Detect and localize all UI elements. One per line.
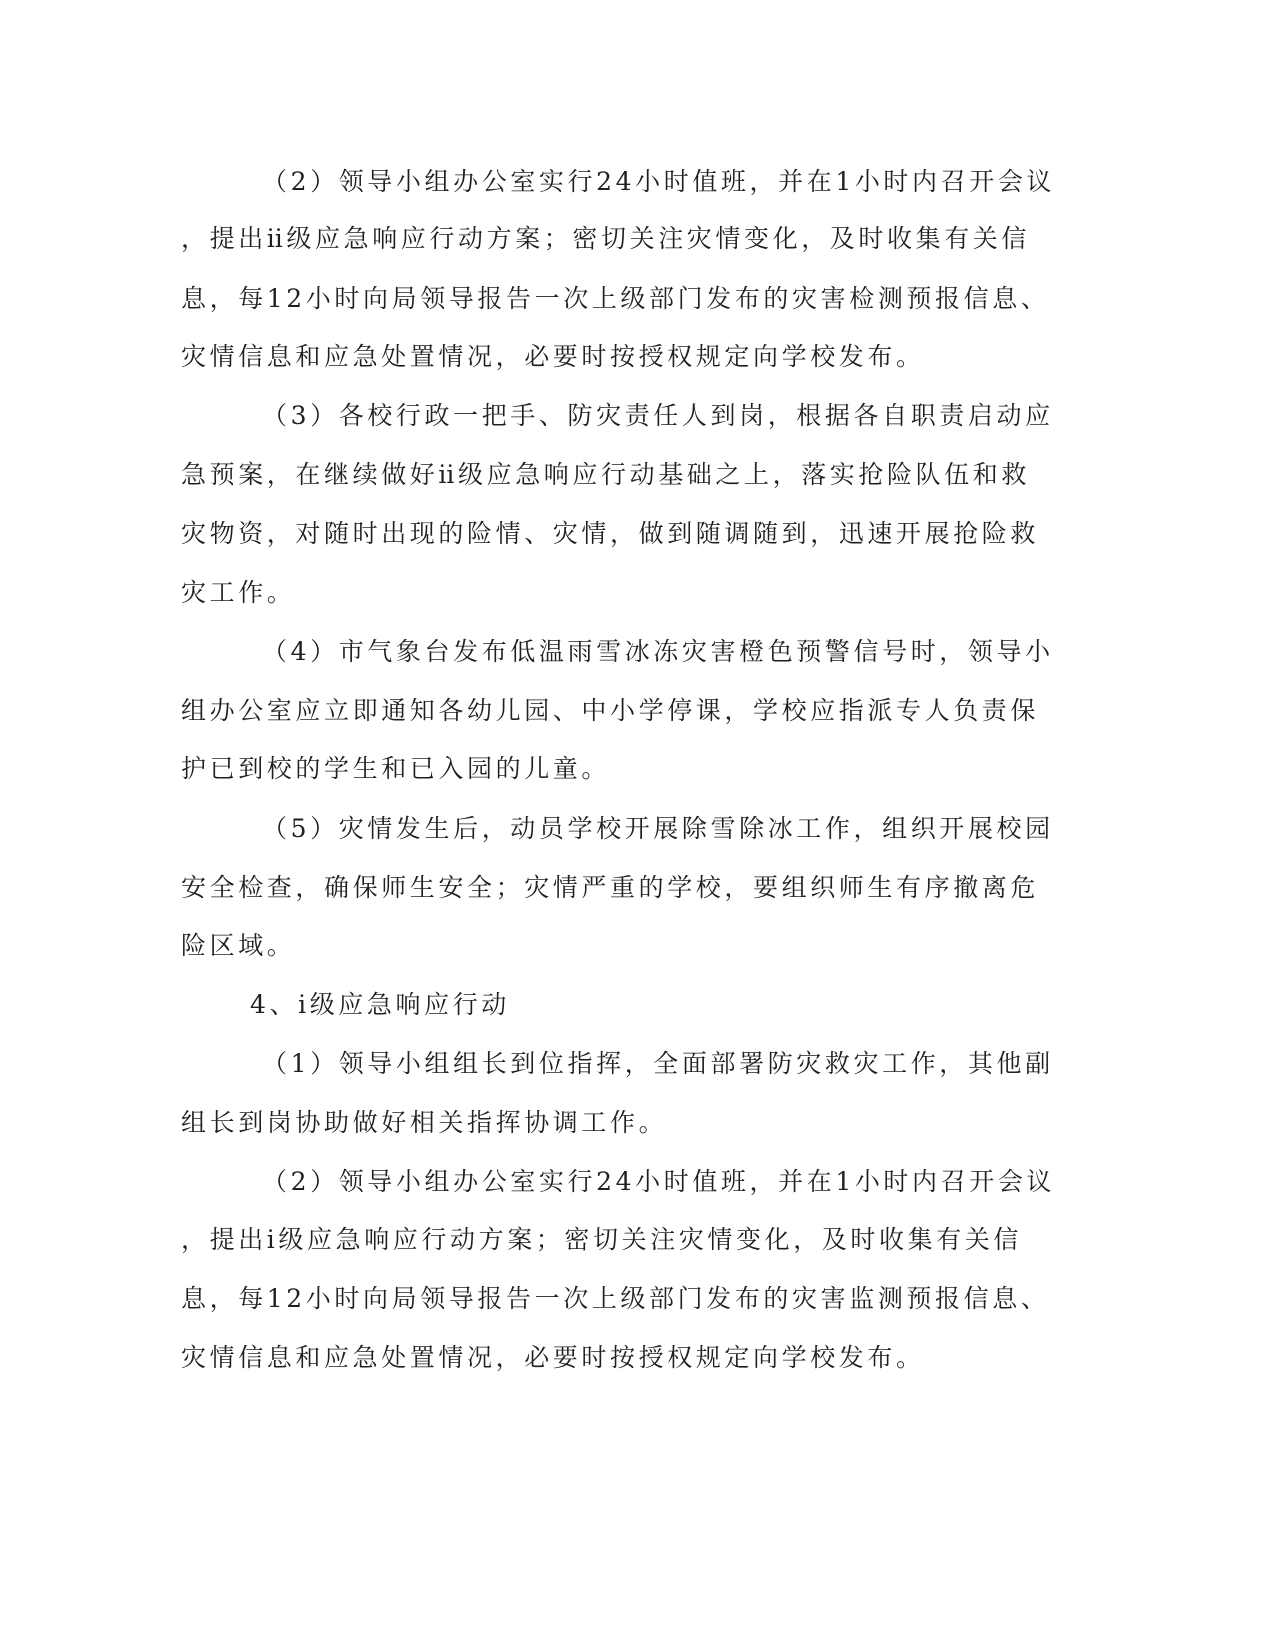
para-1-line-1: （2）领导小组办公室实行24小时值班，并在1小时内召开会议 bbox=[262, 167, 1056, 196]
para-5-line-2: 组长到岗协助做好相关指挥协调工作。 bbox=[181, 1108, 668, 1137]
para-2-line-2: 急预案，在继续做好ⅱ级应急响应行动基础之上，落实抢险队伍和救 bbox=[181, 460, 1030, 489]
para-3-line-1: （4）市气象台发布低温雨雪冰冻灾害橙色预警信号时，领导小 bbox=[262, 637, 1054, 666]
para-6-line-2: ，提出ⅰ级应急响应行动方案；密切关注灾情变化，及时收集有关信 bbox=[181, 1225, 1022, 1254]
para-1-line-2: ，提出ⅱ级应急响应行动方案；密切关注灾情变化，及时收集有关信 bbox=[181, 224, 1030, 253]
para-6-line-3: 息，每12小时向局领导报告一次上级部门发布的灾害监测预报信息、 bbox=[181, 1284, 1050, 1313]
para-2-line-3: 灾物资，对随时出现的险情、灾情，做到随调随到，迅速开展抢险救 bbox=[181, 519, 1040, 548]
para-4-line-3: 险区域。 bbox=[181, 931, 296, 960]
para-4-line-2: 安全检查，确保师生安全；灾情严重的学校，要组织师生有序撤离危 bbox=[181, 873, 1040, 902]
para-3-line-3: 护已到校的学生和已入园的儿童。 bbox=[181, 754, 611, 783]
para-3-line-2: 组办公室应立即通知各幼儿园、中小学停课，学校应指派专人负责保 bbox=[181, 696, 1040, 725]
para-4-line-1: （5）灾情发生后，动员学校开展除雪除冰工作，组织开展校园 bbox=[262, 814, 1054, 843]
para-6-line-1: （2）领导小组办公室实行24小时值班，并在1小时内召开会议 bbox=[262, 1167, 1056, 1196]
para-5-line-1: （1）领导小组组长到位指挥，全面部署防灾救灾工作，其他副 bbox=[262, 1049, 1054, 1078]
para-2-line-1: （3）各校行政一把手、防灾责任人到岗，根据各自职责启动应 bbox=[262, 401, 1054, 430]
para-1-line-4: 灾情信息和应急处置情况，必要时按授权规定向学校发布。 bbox=[181, 342, 925, 371]
para-6-line-4: 灾情信息和应急处置情况，必要时按授权规定向学校发布。 bbox=[181, 1343, 925, 1372]
para-2-line-4: 灾工作。 bbox=[181, 578, 296, 607]
para-1-line-3: 息，每12小时向局领导报告一次上级部门发布的灾害检测预报信息、 bbox=[181, 284, 1050, 313]
section-heading: 4、ⅰ级应急响应行动 bbox=[250, 990, 510, 1019]
